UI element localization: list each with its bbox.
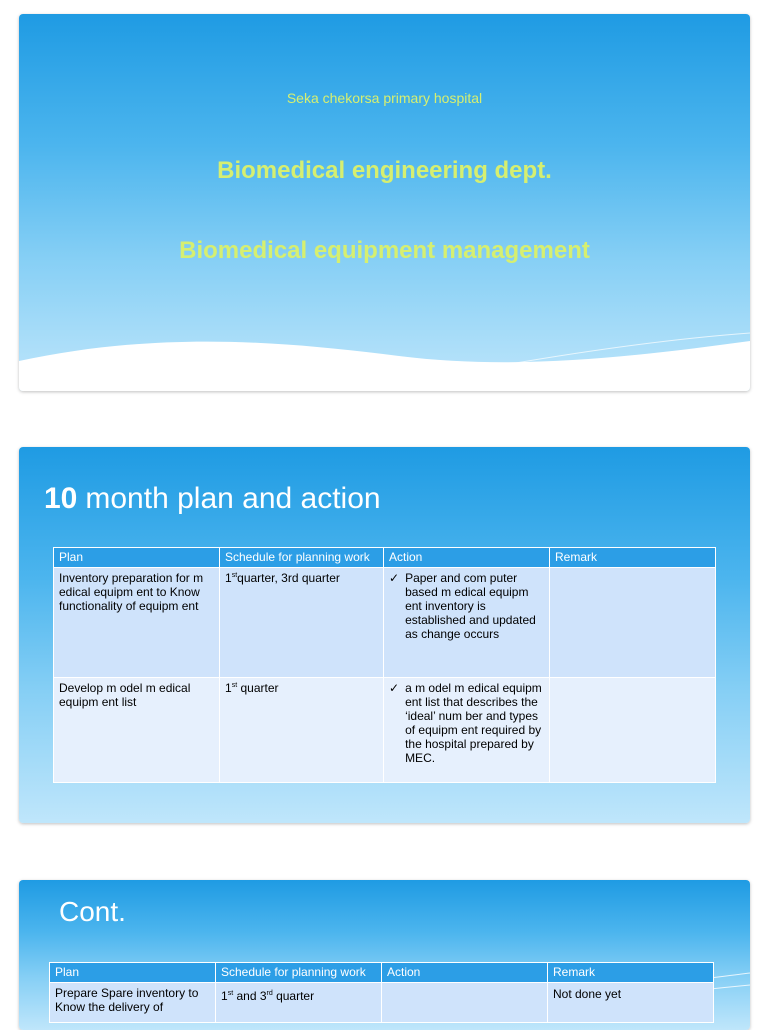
wave-decoration xyxy=(19,321,750,391)
plan-cell: Prepare Spare inventory to Know the delivery of xyxy=(50,983,216,1023)
plan-slide xyxy=(19,447,750,823)
action-cell: ✓ a m odel m edical equipm ent list that describes the ‘ideal’ num ber and types of equipm ent required by the hospital prepared by MEC. xyxy=(384,678,550,783)
plan-cell: Inventory preparation for m edical equipm ent to Know functionality of equipm ent xyxy=(54,568,220,678)
hospital-name: Seka chekorsa primary hospital xyxy=(286,90,483,106)
remark-cell: Not done yet xyxy=(548,983,714,1023)
action-cell xyxy=(382,983,548,1023)
remark-cell xyxy=(550,568,716,678)
remark-cell xyxy=(550,678,716,783)
schedule-cell: 1stquarter, 3rd quarter xyxy=(220,568,384,678)
table-row xyxy=(54,678,716,783)
department-title: Biomedical engineering dept. xyxy=(217,157,552,184)
slide-title: Cont. xyxy=(59,896,126,927)
column-header-schedule: Schedule for planning work xyxy=(220,548,384,568)
column-header-plan: Plan xyxy=(50,963,216,983)
plan-cell: Develop m odel m edical equipm ent list xyxy=(54,678,220,783)
slide-subtitle: Biomedical equipment management xyxy=(179,237,590,264)
column-header-schedule: Schedule for planning work xyxy=(216,963,382,983)
table-header-row xyxy=(54,548,716,568)
schedule-cell: 1st and 3rd quarter xyxy=(216,983,382,1023)
column-header-remark: Remark xyxy=(548,963,714,983)
title-number: 10 xyxy=(44,482,78,515)
check-icon: ✓ xyxy=(389,571,400,585)
title-text: month plan and action xyxy=(85,482,381,515)
action-cell: ✓ Paper and com puter based m edical equipm ent inventory is established and updated as change occurs xyxy=(384,568,550,678)
table-row xyxy=(54,568,716,678)
column-header-action: Action xyxy=(384,548,550,568)
column-header-remark: Remark xyxy=(550,548,716,568)
table-row xyxy=(50,983,714,1023)
slide-title xyxy=(44,481,381,517)
title-slide xyxy=(19,14,750,391)
table-header-row xyxy=(50,963,714,983)
plan-table xyxy=(53,547,716,783)
check-icon: ✓ xyxy=(389,681,400,695)
column-header-plan: Plan xyxy=(54,548,220,568)
continued-slide xyxy=(19,880,750,1030)
column-header-action: Action xyxy=(382,963,548,983)
schedule-cell: 1st quarter xyxy=(220,678,384,783)
plan-table xyxy=(49,962,714,1023)
